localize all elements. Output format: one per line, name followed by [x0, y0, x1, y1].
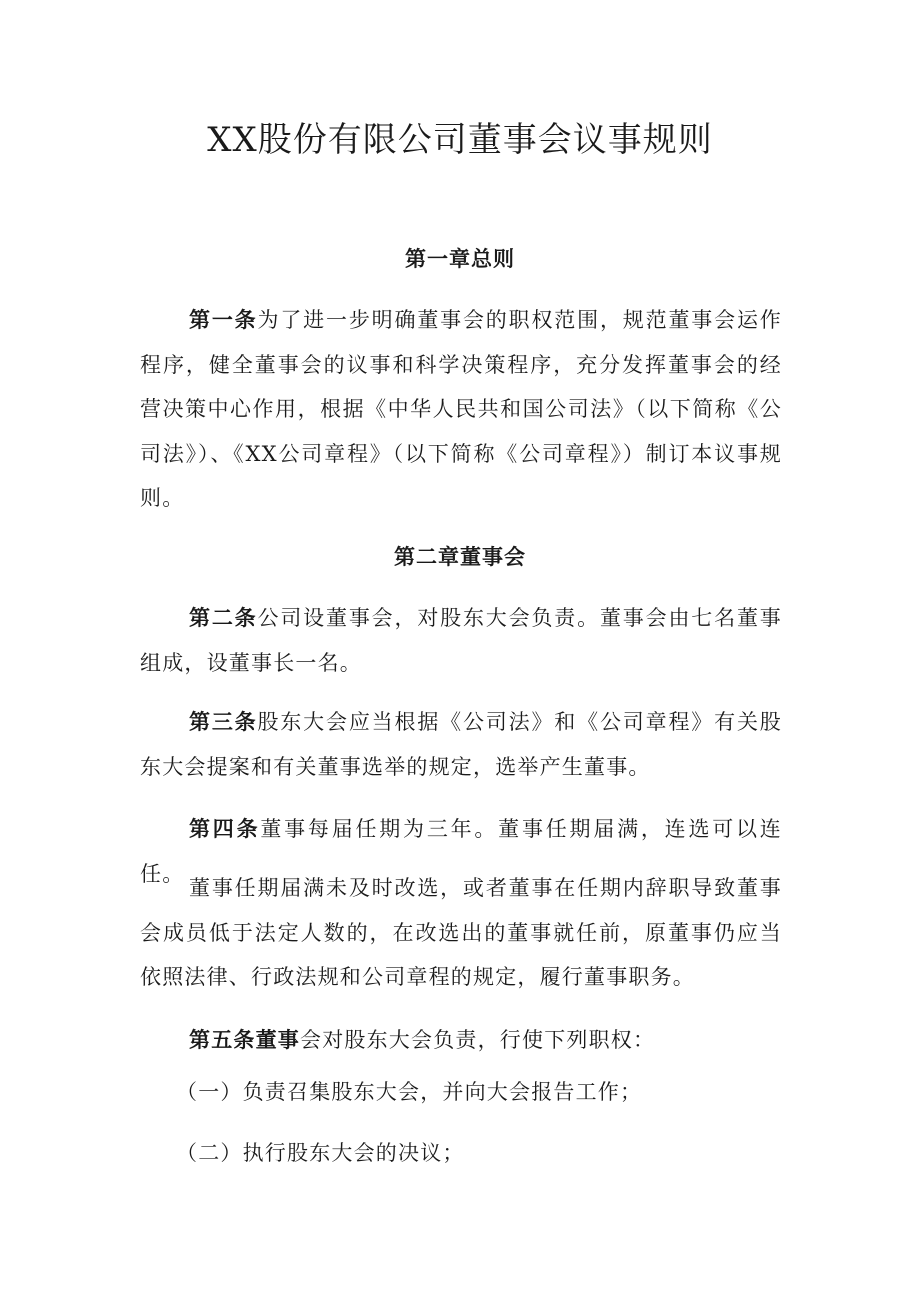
article-1 — [140, 298, 782, 521]
document-title: XX股份有限公司董事会议事规则 — [207, 120, 713, 160]
article-5 — [140, 1018, 782, 1063]
article-2-label: 第二条 — [189, 605, 258, 630]
article-4-paragraph-2: 董事任期届满未及时改选，或者董事在任期内辞职导致董事会成员低于法定人数的，在改选出的董事就任前，原董事仍应当依照法律、行政法规和公司章程的规定，履行董事职务。 — [140, 876, 782, 989]
article-2-text: 公司设董事会，对股东大会负责。董事会由七名董事组成，设董事长一名。 — [140, 606, 782, 675]
article-4-text: 董事每届任期为三年。董事任期届满，连选可以连任。 — [140, 817, 782, 886]
list-item: （一）负责召集股东大会，并向大会报告工作； — [176, 1080, 643, 1104]
article-3 — [140, 700, 782, 789]
chapter-heading-2: 第二章董事会 — [394, 544, 526, 569]
list-item: （二）执行股东大会的决议； — [176, 1141, 465, 1165]
article-5-label: 第五条董事 — [189, 1027, 300, 1052]
article-5-text: 会对股东大会负责，行使下列职权： — [300, 1028, 656, 1052]
article-2 — [140, 596, 782, 685]
article-3-text: 股东大会应当根据《公司法》和《公司章程》有关股东大会提案和有关董事选举的规定，选举产生董事。 — [140, 710, 782, 779]
article-3-label: 第三条 — [189, 709, 258, 734]
article-4-label: 第四条 — [189, 816, 261, 841]
article-1-label: 第一条 — [189, 307, 258, 332]
chapter-heading-1: 第一章总则 — [405, 246, 515, 271]
article-1-text: 为了进一步明确董事会的职权范围，规范董事会运作程序，健全董事会的议事和科学决策程序，充分发挥董事会的经营决策中心作用，根据《中华人民共和国公司法》（以下简称《公司法》）、《XX公司章程》（以下简称《公司章程》）制订本议事规则。 — [140, 308, 782, 510]
